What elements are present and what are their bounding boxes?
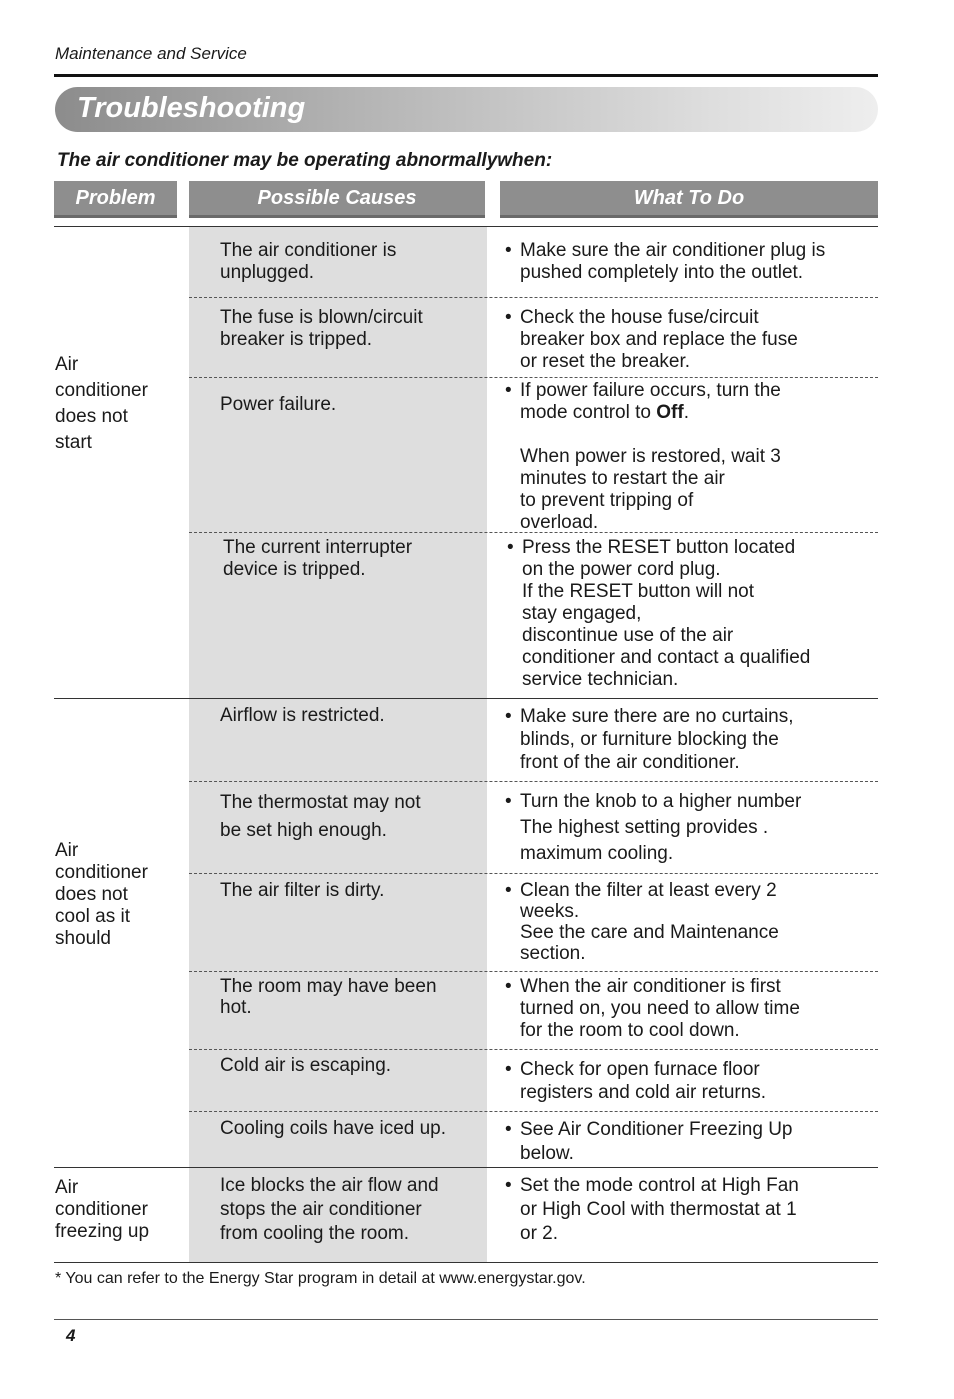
todo-cell [505, 789, 870, 867]
page-title: Troubleshooting [77, 92, 306, 124]
todo-text: Make sure there are no curtains, blinds, or furniture blocking the front of the air conditioner. [520, 706, 794, 773]
bullet-icon: • [505, 1175, 512, 1196]
top-rule [54, 74, 878, 77]
bullet-icon: • [505, 1119, 512, 1140]
todo-cell [505, 1058, 870, 1104]
cause-cell: The air filter is dirty. [220, 880, 385, 901]
cause-cell: Power failure. [220, 394, 337, 415]
row-separator [189, 1111, 878, 1112]
page-number: 4 [66, 1326, 76, 1345]
causes-column-background [189, 227, 487, 1262]
footnote: * You can refer to the Energy Star program in detail at www.energystar.gov. [55, 1270, 586, 1287]
todo-text-end: . When power is restored, wait 3 minutes to restart the air to prevent tripping of overload. [520, 402, 781, 533]
todo-text: Set the mode control at High Fan or High Cool with thermostat at 1 or 2. [520, 1175, 799, 1244]
cause-cell: The air conditioner is unplugged. [220, 240, 397, 283]
footer-rule [54, 1319, 878, 1320]
row-separator [189, 781, 878, 782]
problem-cell: Air conditioner does not start [55, 354, 148, 453]
header-possible-causes: Possible Causes [189, 181, 485, 218]
bullet-icon: • [505, 976, 512, 997]
todo-cell [505, 1118, 870, 1166]
row-separator [189, 1049, 878, 1050]
todo-cell [505, 1174, 870, 1246]
todo-cell [505, 307, 870, 373]
row-separator [189, 297, 878, 298]
todo-text: See Air Conditioner Freezing Up below. [520, 1119, 793, 1164]
todo-text: Make sure the air conditioner plug is pushed completely into the outlet. [520, 240, 826, 283]
table-top-rule [54, 226, 878, 227]
bullet-icon: • [505, 380, 512, 401]
todo-text-emphasis: Off [656, 402, 684, 423]
todo-text: Check the house fuse/circuit breaker box and replace the fuse or reset the breaker. [520, 307, 798, 372]
cause-cell: Cold air is escaping. [220, 1055, 392, 1076]
bullet-icon: • [505, 791, 512, 812]
group-separator [54, 1167, 878, 1168]
todo-text-start: If power failure occurs, turn the mode control to [520, 380, 781, 423]
todo-text: When the air conditioner is first turned on, you need to allow time for the room to cool down. [520, 976, 800, 1041]
section-label: Maintenance and Service [55, 44, 247, 63]
header-what-to-do: What To Do [500, 181, 878, 218]
todo-cell [505, 976, 870, 1042]
todo-text: Clean the filter at least every 2 weeks. See the care and Maintenance section. [520, 880, 779, 964]
intro-text: The air conditioner may be operating abnormallywhen: [57, 150, 553, 171]
bullet-icon: • [505, 1059, 512, 1080]
todo-text: Turn the knob to a higher number The highest setting provides . maximum cooling. [520, 791, 802, 864]
bullet-icon: • [505, 307, 512, 328]
title-banner [55, 87, 878, 132]
row-separator [189, 873, 878, 874]
header-problem: Problem [54, 181, 177, 218]
table-bottom-rule [54, 1262, 878, 1263]
todo-cell [505, 380, 870, 534]
bullet-icon: • [505, 706, 512, 727]
cause-cell: The fuse is blown/circuit breaker is tripped. [220, 307, 423, 350]
todo-cell [505, 705, 870, 774]
row-separator [189, 377, 878, 378]
todo-cell [507, 537, 872, 691]
row-separator [189, 971, 878, 972]
cause-cell: The current interrupter device is tripped. [223, 537, 413, 580]
cause-cell: Airflow is restricted. [220, 705, 385, 726]
todo-text: Check for open furnace floor registers and cold air returns. [520, 1059, 767, 1103]
todo-text: Press the RESET button located on the power cord plug. If the RESET button will not stay engaged, discontinue use of the air conditioner and contact a qualified service technician. [522, 537, 811, 690]
cause-cell: Ice blocks the air flow and stops the air conditioner from cooling the room. [220, 1175, 439, 1244]
problem-cell: Air conditioner freezing up [55, 1177, 150, 1242]
cause-cell: The room may have been hot. [220, 976, 437, 1018]
todo-cell [505, 240, 870, 284]
todo-cell [505, 880, 870, 964]
cause-cell: The thermostat may not be set high enough. [220, 792, 421, 841]
bullet-icon: • [505, 880, 512, 901]
group-separator [54, 698, 878, 699]
problem-cell: Air conditioner does not cool as it should [55, 840, 148, 949]
bullet-icon: • [507, 537, 514, 558]
cause-cell: Cooling coils have iced up. [220, 1118, 447, 1139]
bullet-icon: • [505, 240, 512, 261]
